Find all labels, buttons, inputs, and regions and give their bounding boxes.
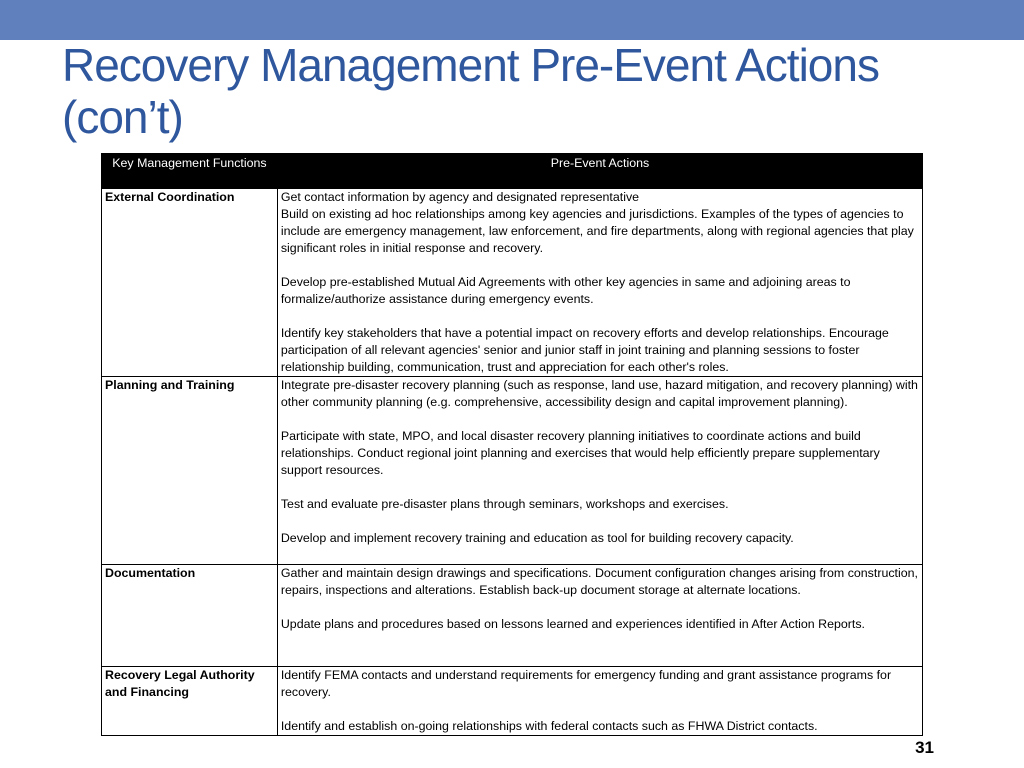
action-text: Identify FEMA contacts and understand requirements for emergency funding and grant assistance programs for recovery. <box>280 668 892 699</box>
slide-title-line-2: (con’t) <box>62 91 183 143</box>
table-row <box>102 667 923 736</box>
actions-cell <box>277 565 922 667</box>
action-text: Update plans and procedures based on lessons learned and experiences identified in After Action Reports. <box>280 617 865 631</box>
action-text: Gather and maintain design drawings and specifications. Document configuration changes arising from construction, repairs, inspections and alterations. Establish back-up document storage at alternate locations. <box>280 566 918 597</box>
action-text: Develop and implement recovery training and education as tool for building recovery capacity. <box>280 531 794 545</box>
function-cell: Planning and Training <box>102 377 278 565</box>
action-text: Integrate pre-disaster recovery planning (such as response, land use, hazard mitigation, and recovery planning) with other community planning (e.g. comprehensive, accessibility design and capital improvement planning). <box>280 378 918 409</box>
action-text: Identify and establish on-going relationships with federal contacts such as FHWA District contacts. <box>280 719 818 733</box>
function-cell: Documentation <box>102 565 278 667</box>
function-cell: External Coordination <box>102 189 278 377</box>
page-number: 31 <box>915 738 934 757</box>
slide-title <box>62 39 1002 143</box>
paragraph-gap <box>281 513 919 530</box>
action-text: Get contact information by agency and designated representative <box>280 190 640 204</box>
action-text: Identify key stakeholders that have a potential impact on recovery efforts and develop relationships. Encourage participation of all relevant agencies' senior and junior staff in joint training and planning sessions to foster relationship building, communication, trust and appreciation for each other's roles. <box>280 326 889 374</box>
pre-event-actions-table <box>101 153 923 736</box>
paragraph-gap <box>281 411 919 428</box>
table-row <box>102 189 923 377</box>
paragraph-gap <box>281 308 919 325</box>
function-cell: Recovery Legal Authority and Financing <box>102 667 278 736</box>
top-accent-bar <box>0 0 1024 40</box>
table-row <box>102 565 923 667</box>
action-text: Build on existing ad hoc relationships among key agencies and jurisdictions. Examples of the types of agencies to include are emergency management, law enforcement, and fire departments, along with regional agencies that play significant roles in initial response and recovery. <box>280 207 914 255</box>
actions-cell <box>277 667 922 736</box>
table-row <box>102 377 923 565</box>
actions-cell <box>277 189 922 377</box>
slide-title-line-1: Recovery Management Pre-Event Actions <box>62 39 879 91</box>
paragraph-gap <box>281 599 919 616</box>
paragraph-gap <box>281 479 919 496</box>
table-header-row <box>102 154 923 189</box>
header-key-management-functions: Key Management Functions <box>102 154 278 189</box>
action-text: Develop pre-established Mutual Aid Agreements with other key agencies in same and adjoining areas to formalize/authorize assistance during emergency events. <box>280 275 851 306</box>
paragraph-gap <box>281 701 919 718</box>
action-text: Participate with state, MPO, and local disaster recovery planning initiatives to coordinate actions and build relationships. Conduct regional joint planning and exercises that would help efficiently prepare supplementary support resources. <box>280 429 880 477</box>
header-pre-event-actions: Pre-Event Actions <box>277 154 922 189</box>
paragraph-gap <box>281 257 919 274</box>
actions-cell <box>277 377 922 565</box>
action-text: Test and evaluate pre-disaster plans through seminars, workshops and exercises. <box>280 497 729 511</box>
